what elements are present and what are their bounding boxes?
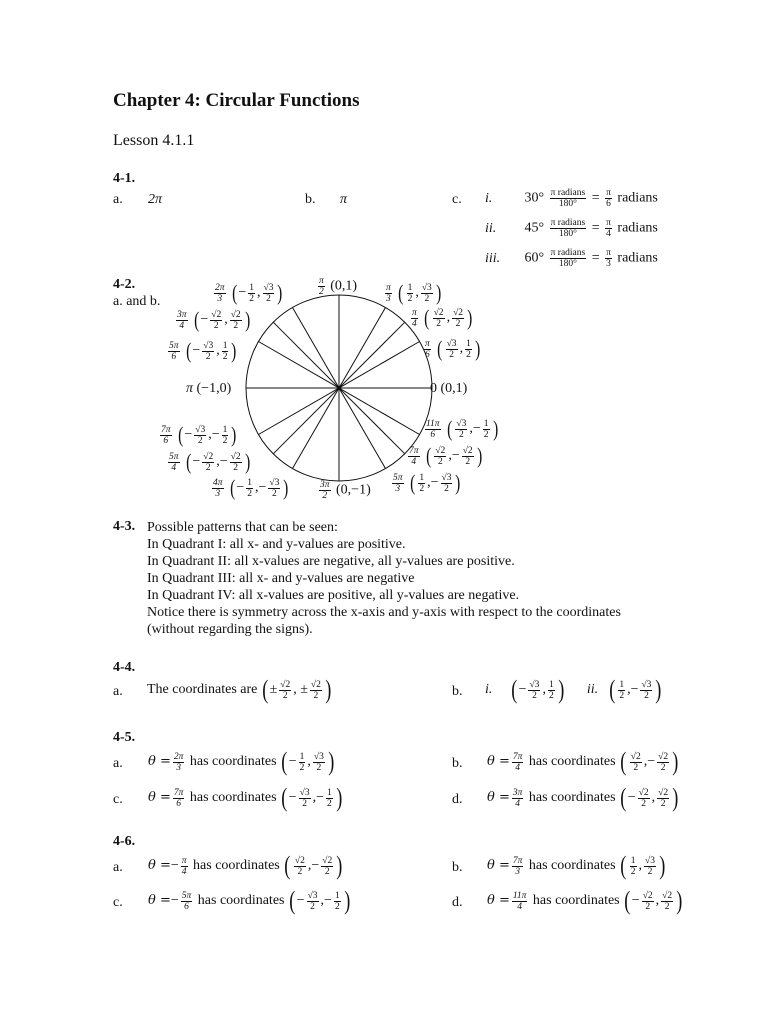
right-paren: )	[336, 783, 343, 812]
angle-fraction: $\frac{2\pi}{3}$	[215, 282, 225, 304]
angle-fraction: $\frac{7\pi}{4}$	[512, 751, 523, 773]
sign: −	[288, 790, 297, 806]
part-label: c.	[113, 792, 123, 807]
sign: −	[170, 858, 179, 874]
equals-sign: =	[591, 250, 600, 266]
x-fraction: $\frac{√3}{2}$	[456, 418, 467, 440]
right-paren: )	[659, 851, 666, 880]
left-paren: (	[620, 783, 627, 812]
answer-4-6a: θ =− $\frac{\pi}{4}$ has coordinates ( $\frac{√2}{2}$ ,− $\frac{√2}{2}$ )	[148, 851, 343, 880]
right-paren: )	[474, 336, 481, 361]
y-fraction: $\frac{√2}{2}$	[658, 751, 669, 773]
sign: −	[184, 427, 193, 443]
y-fraction: $\frac{√3}{2}$	[313, 751, 324, 773]
theta-symbol: θ =	[487, 858, 510, 874]
angle-fraction: $\frac{7\pi}{4}$	[409, 445, 419, 467]
y-fraction: $\frac{√2}{2}$	[322, 855, 333, 877]
left-paren: (	[281, 783, 288, 812]
text-line: In Quadrant I: all x- and y-values are positive.	[147, 537, 406, 552]
point-label-3pi-over-4: $\frac{3\pi}{4}$ (− $\frac{√2}{2}$ , $\frac{√2}{2}$ )	[177, 307, 250, 332]
point-label-5pi-over-6: $\frac{5\pi}{6}$ (− $\frac{√3}{2}$ , $\frac{1}{2}$ )	[169, 338, 237, 363]
text-line: In Quadrant IV: all x-values are positive, all y-values are negative.	[147, 588, 520, 603]
y-fraction: $\frac{√3}{2}$	[641, 679, 652, 701]
coordinate: (0,1)	[440, 381, 468, 396]
angle-fraction: $\frac{5\pi}{3}$	[393, 472, 403, 494]
right-paren: )	[244, 307, 250, 332]
y-fraction: $\frac{√3}{2}$	[263, 282, 274, 304]
part-label: b.	[452, 684, 463, 699]
problem-number: 4-6.	[113, 834, 136, 849]
part-label: d.	[452, 792, 463, 807]
sign: −	[324, 893, 332, 909]
answer-4-6b: θ = $\frac{7\pi}{3}$ has coordinates ( $\frac{1}{2}$ , $\frac{√3}{2}$ )	[487, 851, 666, 880]
point-label-11pi-over-6: $\frac{11\pi}{6}$ ( $\frac{√3}{2}$ ,− $\frac{1}{2}$ )	[426, 416, 498, 441]
angle-fraction: $\frac{\pi}{2}$	[319, 276, 324, 297]
angle-fraction: $\frac{5\pi}{4}$	[169, 451, 179, 473]
text-line: (without regarding the signs).	[147, 622, 313, 637]
coordinate: (−1,0)	[196, 381, 232, 396]
answer-4-4b: i. (− $\frac{√3}{2}$ , $\frac{1}{2}$ ) ii. ( $\frac{1}{2}$ ,− $\frac{√3}{2}$ )	[485, 675, 662, 704]
roman-numeral: ii.	[586, 682, 599, 698]
sign: −	[630, 682, 639, 698]
degree-value: 45°	[524, 220, 545, 236]
x-fraction: $\frac{√2}{2}$	[642, 890, 653, 912]
sign: −	[631, 893, 640, 909]
sign: −	[472, 421, 481, 437]
fraction: $\frac{\pi}{3}$	[606, 248, 611, 269]
left-paren: (	[620, 851, 627, 880]
x-fraction: $\frac{√3}{2}$	[203, 340, 214, 362]
angle-fraction: $\frac{\pi}{4}$	[412, 307, 417, 329]
roman-numeral: iii.	[485, 250, 501, 266]
x-fraction: $\frac{1}{2}$	[249, 282, 254, 304]
sign: −	[192, 343, 201, 359]
angle-fraction: $\frac{11\pi}{6}$	[426, 418, 440, 440]
right-paren: )	[231, 422, 237, 447]
x-fraction: $\frac{√2}{2}$	[435, 445, 446, 467]
left-paren: (	[289, 886, 296, 915]
y-fraction: $\frac{√2}{2}$	[310, 679, 321, 701]
sign: −	[238, 285, 247, 301]
x-fraction: $\frac{√3}{2}$	[307, 890, 318, 912]
angle-fraction: $\frac{3\pi}{4}$	[512, 787, 523, 809]
right-paren: )	[231, 338, 237, 363]
angle-fraction: $\frac{11\pi}{4}$	[512, 890, 527, 912]
y-fraction: $\frac{√2}{2}$	[453, 307, 464, 329]
sign: −	[192, 454, 201, 470]
sign: −	[170, 893, 179, 909]
left-paren: (	[426, 443, 432, 468]
sign: −	[288, 754, 297, 770]
left-paren: (	[281, 747, 288, 776]
right-paren: )	[476, 443, 482, 468]
degree-value: 30°	[524, 190, 545, 206]
sign: −	[518, 682, 527, 698]
right-paren: )	[283, 475, 289, 500]
answer-4-6c: θ =− $\frac{5\pi}{6}$ has coordinates (− $\frac{√3}{2}$ ,− $\frac{1}{2}$ )	[148, 886, 351, 915]
y-fraction: $\frac{1}{2}$	[334, 890, 340, 912]
right-paren: )	[277, 280, 283, 305]
part-label: a.	[113, 684, 123, 699]
x-fraction: $\frac{1}{2}$	[619, 679, 625, 701]
point-label-pi-over-6: $\frac{\pi}{6}$ ( $\frac{√3}{2}$ , $\frac{1}{2}$ )	[425, 336, 481, 361]
y-fraction: $\frac{1}{2}$	[466, 338, 471, 360]
problem-number: 4-1.	[113, 171, 136, 186]
unit-label: radians	[617, 250, 658, 266]
left-paren: (	[437, 336, 443, 361]
sign: −	[219, 454, 228, 470]
x-fraction: $\frac{√2}{2}$	[280, 679, 291, 701]
answer-text: The coordinates are	[147, 682, 258, 698]
part-label: a.	[113, 860, 123, 875]
answer-4-5c: θ = $\frac{7\pi}{6}$ has coordinates (− $\frac{√3}{2}$ ,− $\frac{1}{2}$ )	[148, 783, 343, 812]
y-fraction: $\frac{√3}{2}$	[645, 855, 655, 877]
problem-number: 4-5.	[113, 730, 136, 745]
right-paren: )	[655, 675, 662, 704]
left-paren: (	[608, 675, 616, 704]
has-coordinates-text: has coordinates	[528, 858, 616, 874]
left-paren: (	[447, 416, 453, 441]
sign: −	[451, 448, 460, 464]
problem-number: 4-2.	[113, 277, 136, 292]
right-paren: )	[672, 747, 679, 776]
angle-fraction: $\frac{\pi}{6}$	[425, 338, 430, 360]
theta-symbol: θ =	[148, 893, 171, 909]
left-paren: (	[511, 675, 518, 704]
sign: −	[211, 427, 220, 443]
left-paren: (	[620, 747, 627, 776]
y-fraction: $\frac{1}{2}$	[548, 679, 554, 701]
part-label: c.	[113, 895, 123, 910]
text-line: In Quadrant II: all x-values are negative, all y-values are positive.	[147, 554, 515, 569]
y-fraction: $\frac{√2}{2}$	[658, 787, 669, 809]
point-label-7pi-over-6: $\frac{7\pi}{6}$ (− $\frac{√3}{2}$ ,− $\frac{1}{2}$ )	[161, 422, 237, 447]
y-fraction: $\frac{√3}{2}$	[441, 472, 452, 494]
right-paren: )	[557, 675, 565, 704]
right-paren: )	[328, 747, 335, 776]
left-paren: (	[424, 305, 430, 330]
x-fraction: $\frac{√3}{2}$	[446, 338, 457, 360]
point-label-zero	[430, 381, 467, 397]
x-fraction: $\frac{√2}{2}$	[433, 307, 444, 329]
fraction: $\frac{\pi}{4}$	[606, 218, 611, 239]
left-paren: (	[624, 886, 631, 915]
point-label-7pi-over-4: $\frac{7\pi}{4}$ ( $\frac{√2}{2}$ ,− $\frac{√2}{2}$ )	[409, 443, 482, 468]
problem-number: 4-3.	[113, 519, 136, 534]
angle-value: π	[186, 381, 194, 396]
roman-numeral: ii.	[485, 220, 497, 236]
y-fraction: $\frac{1}{2}$	[327, 787, 332, 809]
roman-numeral: i.	[485, 190, 493, 206]
left-paren: (	[398, 280, 404, 305]
sign: −	[647, 754, 656, 770]
degree-value: 60°	[524, 250, 545, 266]
sign: −	[236, 480, 245, 496]
left-paren: (	[186, 338, 192, 363]
has-coordinates-text: has coordinates	[189, 790, 277, 806]
answer-value: 2π	[148, 192, 163, 207]
x-fraction: $\frac{√2}{2}$	[294, 855, 305, 877]
theta-symbol: θ =	[487, 754, 510, 770]
answer-4-5d: θ = $\frac{3\pi}{4}$ has coordinates (− $\frac{√2}{2}$ , $\frac{√2}{2}$ )	[487, 783, 679, 812]
chapter-title: Chapter 4: Circular Functions	[113, 90, 360, 111]
left-paren: (	[410, 470, 416, 495]
part-label: d.	[452, 895, 463, 910]
x-fraction: $\frac{√3}{2}$	[195, 424, 206, 446]
equals-sign: =	[591, 190, 600, 206]
point-label-2pi-over-3: $\frac{2\pi}{3}$ (− $\frac{1}{2}$ , $\frac{√3}{2}$ )	[215, 280, 283, 305]
angle-fraction: $\frac{5\pi}{6}$	[181, 890, 192, 912]
part-label: b.	[305, 192, 316, 207]
theta-symbol: θ =	[148, 754, 171, 770]
fraction: π radians 180°	[550, 218, 586, 239]
angle-value: 0	[430, 381, 437, 396]
has-coordinates-text: has coordinates	[197, 893, 285, 909]
has-coordinates-text: has coordinates	[528, 754, 616, 770]
y-fraction: $\frac{√3}{2}$	[269, 477, 280, 499]
y-fraction: $\frac{√2}{2}$	[662, 890, 673, 912]
text-line: Possible patterns that can be seen:	[147, 520, 338, 535]
x-fraction: $\frac{1}{2}$	[299, 751, 305, 773]
fraction: π radians 180°	[550, 248, 586, 269]
x-fraction: $\frac{1}{2}$	[247, 477, 252, 499]
angle-fraction: $\frac{7\pi}{3}$	[512, 855, 523, 877]
theta-symbol: θ =	[487, 893, 510, 909]
left-paren: (	[232, 280, 238, 305]
roman-numeral: i.	[485, 682, 493, 698]
x-fraction: $\frac{1}{2}$	[407, 282, 413, 304]
part-label: c.	[452, 192, 462, 207]
left-paren: (	[262, 675, 269, 704]
right-paren: )	[455, 470, 461, 495]
part-label: b.	[452, 756, 463, 771]
angle-fraction: $\frac{\pi}{4}$	[181, 855, 187, 877]
answer-4-5a: θ = $\frac{2\pi}{3}$ has coordinates (− $\frac{1}{2}$ , $\frac{√3}{2}$ )	[148, 747, 335, 776]
left-paren: (	[194, 307, 200, 332]
sign: −	[258, 480, 267, 496]
right-paren: )	[435, 280, 442, 305]
angle-fraction: $\frac{7\pi}{6}$	[161, 424, 171, 446]
has-coordinates-text: has coordinates	[528, 790, 616, 806]
left-paren: (	[178, 422, 184, 447]
x-fraction: $\frac{√2}{2}$	[630, 751, 641, 773]
right-paren: )	[244, 449, 250, 474]
theta-symbol: θ =	[487, 790, 510, 806]
left-paren: (	[230, 475, 236, 500]
y-fraction: $\frac{√2}{2}$	[230, 451, 241, 473]
angle-fraction: $\frac{2\pi}{3}$	[173, 751, 184, 773]
right-paren: )	[325, 675, 332, 704]
has-coordinates-text: has coordinates	[189, 754, 277, 770]
x-fraction: $\frac{√3}{2}$	[299, 787, 310, 809]
right-paren: )	[672, 783, 679, 812]
sign: ±	[300, 682, 308, 698]
unit-label: radians	[617, 190, 658, 206]
theta-symbol: θ =	[148, 790, 171, 806]
x-fraction: $\frac{1}{2}$	[630, 855, 636, 877]
sign: −	[627, 790, 636, 806]
equals-sign: =	[591, 220, 600, 236]
x-fraction: $\frac{√2}{2}$	[211, 309, 222, 331]
y-fraction: $\frac{1}{2}$	[222, 340, 228, 362]
coordinate: (0,−1)	[336, 482, 371, 498]
sign: −	[200, 312, 209, 328]
answer-4-4a: The coordinates are (± $\frac{√2}{2}$ , ± $\frac{√2}{2}$ )	[147, 675, 332, 704]
left-paren: (	[284, 851, 291, 880]
theta-symbol: θ =	[148, 858, 171, 874]
right-paren: )	[492, 416, 498, 441]
answer-4-6d: θ = $\frac{11\pi}{4}$ has coordinates (− $\frac{√2}{2}$ , $\frac{√2}{2}$ )	[487, 886, 683, 915]
fraction: π radians 180°	[550, 188, 586, 209]
angle-fraction: $\frac{\pi}{3}$	[386, 282, 391, 304]
sign: −	[296, 893, 305, 909]
sign: −	[311, 858, 320, 874]
angle-fraction: $\frac{4\pi}{3}$	[213, 477, 223, 499]
left-paren: (	[186, 449, 192, 474]
y-fraction: $\frac{√3}{2}$	[421, 282, 432, 304]
sign: −	[430, 475, 439, 491]
part-label: a. and b.	[113, 294, 161, 309]
sign: −	[316, 790, 325, 806]
has-coordinates-text: has coordinates	[193, 858, 280, 874]
sign: ±	[269, 682, 278, 698]
point-label-3pi-over-2	[317, 480, 371, 501]
y-fraction: $\frac{1}{2}$	[222, 424, 228, 446]
has-coordinates-text: has coordinates	[532, 893, 620, 909]
unit-label: radians	[617, 220, 658, 236]
lesson-heading: Lesson 4.1.1	[113, 132, 195, 149]
point-label-5pi-over-3: $\frac{5\pi}{3}$ ( $\frac{1}{2}$ ,− $\frac{√3}{2}$ )	[393, 470, 461, 495]
x-fraction: $\frac{1}{2}$	[419, 472, 425, 494]
x-fraction: $\frac{√3}{2}$	[529, 679, 540, 701]
part-label: b.	[452, 860, 463, 875]
right-paren: )	[676, 886, 683, 915]
right-paren: )	[467, 305, 473, 330]
part-label: a.	[113, 192, 123, 207]
patterns-text	[147, 519, 621, 638]
point-label-pi-over-2	[316, 276, 357, 297]
y-fraction: $\frac{1}{2}$	[483, 418, 489, 440]
y-fraction: $\frac{√2}{2}$	[462, 445, 473, 467]
text-line: Notice there is symmetry across the x-axis and y-axis with respect to the coordinates	[147, 605, 621, 620]
problem-number: 4-4.	[113, 660, 136, 675]
y-fraction: $\frac{√2}{2}$	[230, 309, 241, 331]
part-label: a.	[113, 756, 123, 771]
fraction: $\frac{\pi}{6}$	[606, 188, 611, 209]
angle-fraction: $\frac{7\pi}{6}$	[173, 787, 184, 809]
coordinate: (0,1)	[330, 278, 358, 294]
x-fraction: $\frac{√2}{2}$	[203, 451, 214, 473]
point-label-pi-over-3: $\frac{\pi}{3}$ ( $\frac{1}{2}$ , $\frac{√3}{2}$ )	[386, 280, 442, 305]
angle-fraction: $\frac{3\pi}{4}$	[177, 309, 187, 331]
answer-4-5b: θ = $\frac{7\pi}{4}$ has coordinates ( $\frac{√2}{2}$ ,− $\frac{√2}{2}$ )	[487, 747, 679, 776]
point-label-pi-over-4: $\frac{\pi}{4}$ ( $\frac{√2}{2}$ , $\frac{√2}{2}$ )	[412, 305, 473, 330]
angle-fraction: $\frac{3\pi}{2}$	[320, 480, 330, 501]
right-paren: )	[343, 886, 351, 915]
x-fraction: $\frac{√2}{2}$	[638, 787, 649, 809]
point-label-pi	[186, 381, 231, 397]
answer-value: π	[340, 192, 348, 207]
angle-fraction: $\frac{5\pi}{6}$	[169, 340, 179, 362]
point-label-5pi-over-4: $\frac{5\pi}{4}$ (− $\frac{√2}{2}$ ,− $\frac{√2}{2}$ )	[169, 449, 250, 474]
right-paren: )	[336, 851, 343, 880]
text-line: In Quadrant III: all x- and y-values are negative	[147, 571, 415, 586]
point-label-4pi-over-3: $\frac{4\pi}{3}$ (− $\frac{1}{2}$ ,− $\frac{√3}{2}$ )	[213, 475, 289, 500]
